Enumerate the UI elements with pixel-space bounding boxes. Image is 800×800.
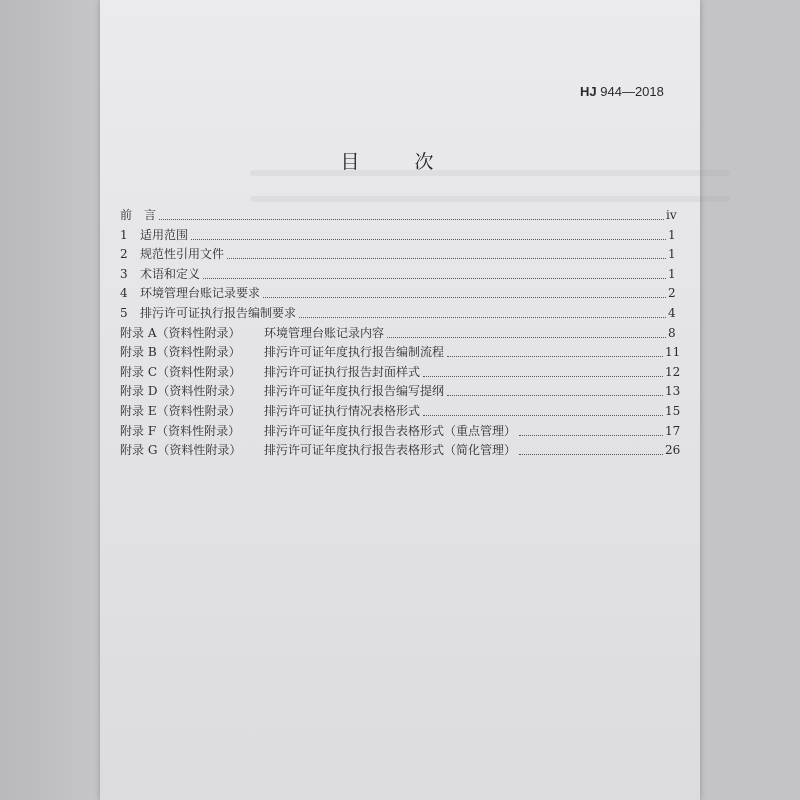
toc-label bbox=[120, 382, 444, 402]
toc-page-number: 1 bbox=[668, 227, 676, 242]
toc-text: 排污许可证执行报告编制要求 bbox=[140, 305, 297, 320]
toc-row-4[interactable] bbox=[120, 284, 680, 304]
toc-page-number: 17 bbox=[665, 423, 681, 438]
standard-code-number: 944—2018 bbox=[600, 84, 664, 99]
toc-leader bbox=[227, 258, 666, 259]
toc-label bbox=[120, 226, 188, 246]
toc-text: 术语和定义 bbox=[140, 266, 201, 281]
toc-leader bbox=[423, 376, 663, 377]
toc-prefix: 附录 C（资料性附录） bbox=[120, 364, 241, 379]
toc-leader bbox=[299, 317, 666, 318]
table-of-contents bbox=[120, 206, 680, 461]
toc-page-number: 15 bbox=[665, 403, 681, 418]
toc-text: 排污许可证年度执行报告表格形式（简化管理） bbox=[264, 443, 517, 458]
toc-page-number: 26 bbox=[665, 443, 681, 458]
toc-page-number: 1 bbox=[668, 266, 676, 281]
toc-page-number: 12 bbox=[665, 364, 681, 379]
toc-text: 适用范围 bbox=[140, 227, 189, 242]
toc-page-number: 2 bbox=[668, 286, 676, 301]
toc-label bbox=[120, 304, 296, 324]
toc-leader bbox=[447, 395, 663, 396]
toc-label bbox=[120, 343, 444, 363]
bleed-through bbox=[250, 170, 730, 176]
toc-row-appendix-a[interactable] bbox=[120, 324, 680, 344]
toc-text: 排污许可证执行情况表格形式 bbox=[264, 403, 421, 418]
toc-page-number: 13 bbox=[665, 384, 681, 399]
toc-prefix: 附录 E（资料性附录） bbox=[120, 403, 241, 418]
toc-text: 规范性引用文件 bbox=[140, 247, 225, 262]
toc-prefix: 附录 G（资料性附录） bbox=[120, 443, 242, 458]
toc-text: 排污许可证年度执行报告表格形式（重点管理） bbox=[264, 423, 517, 438]
toc-leader bbox=[387, 337, 666, 338]
toc-row-3[interactable] bbox=[120, 265, 680, 285]
toc-label bbox=[120, 245, 224, 265]
toc-row-appendix-e[interactable] bbox=[120, 402, 680, 422]
toc-text: 环境管理台账记录内容 bbox=[264, 325, 385, 340]
toc-row-5[interactable] bbox=[120, 304, 680, 324]
standard-code-prefix: HJ bbox=[580, 84, 597, 99]
bleed-through bbox=[250, 196, 730, 202]
toc-prefix: 附录 A（资料性附录） bbox=[120, 325, 241, 340]
toc-leader bbox=[519, 435, 663, 436]
toc-row-appendix-c[interactable] bbox=[120, 363, 680, 383]
toc-prefix: 附录 F（资料性附录） bbox=[120, 423, 241, 438]
toc-prefix: 1 bbox=[120, 227, 128, 242]
toc-prefix: 5 bbox=[120, 305, 128, 320]
toc-row-appendix-d[interactable] bbox=[120, 382, 680, 402]
toc-leader bbox=[263, 297, 666, 298]
toc-row-1[interactable] bbox=[120, 226, 680, 246]
toc-prefix: 附录 D（资料性附录） bbox=[120, 384, 242, 399]
background-surface bbox=[0, 0, 100, 800]
toc-leader bbox=[447, 356, 663, 357]
toc-text: 排污许可证执行报告封面样式 bbox=[264, 364, 421, 379]
toc-label bbox=[120, 284, 260, 304]
toc-label bbox=[120, 441, 516, 461]
toc-label bbox=[120, 363, 420, 383]
toc-page-number: 4 bbox=[668, 305, 676, 320]
toc-leader bbox=[203, 278, 666, 279]
toc-row-preface[interactable] bbox=[120, 206, 680, 226]
toc-leader bbox=[159, 219, 664, 220]
toc-label bbox=[120, 402, 420, 422]
toc-row-appendix-g[interactable] bbox=[120, 441, 680, 461]
toc-prefix: 3 bbox=[120, 266, 128, 281]
toc-page-number: 8 bbox=[668, 325, 676, 340]
toc-row-appendix-b[interactable] bbox=[120, 343, 680, 363]
toc-leader bbox=[423, 415, 663, 416]
toc-text: 排污许可证年度执行报告编写提纲 bbox=[264, 384, 445, 399]
toc-label bbox=[120, 206, 156, 226]
toc-prefix: 2 bbox=[120, 247, 128, 262]
toc-row-appendix-f[interactable] bbox=[120, 422, 680, 442]
toc-label bbox=[120, 324, 384, 344]
toc-prefix: 4 bbox=[120, 286, 128, 301]
toc-label bbox=[120, 265, 200, 285]
toc-prefix: 前 言 bbox=[120, 208, 157, 222]
toc-row-2[interactable] bbox=[120, 245, 680, 265]
toc-label bbox=[120, 422, 516, 442]
toc-page-number: 11 bbox=[665, 345, 681, 360]
standard-code bbox=[580, 84, 664, 99]
toc-leader bbox=[191, 239, 666, 240]
toc-text: 排污许可证年度执行报告编制流程 bbox=[264, 345, 445, 360]
page-title: 目 次 bbox=[340, 151, 452, 173]
toc-prefix: 附录 B（资料性附录） bbox=[120, 345, 241, 360]
toc-text: 环境管理台账记录要求 bbox=[140, 286, 261, 301]
toc-page-number: iv bbox=[666, 208, 677, 222]
toc-page-number: 1 bbox=[668, 247, 676, 262]
toc-leader bbox=[519, 454, 663, 455]
